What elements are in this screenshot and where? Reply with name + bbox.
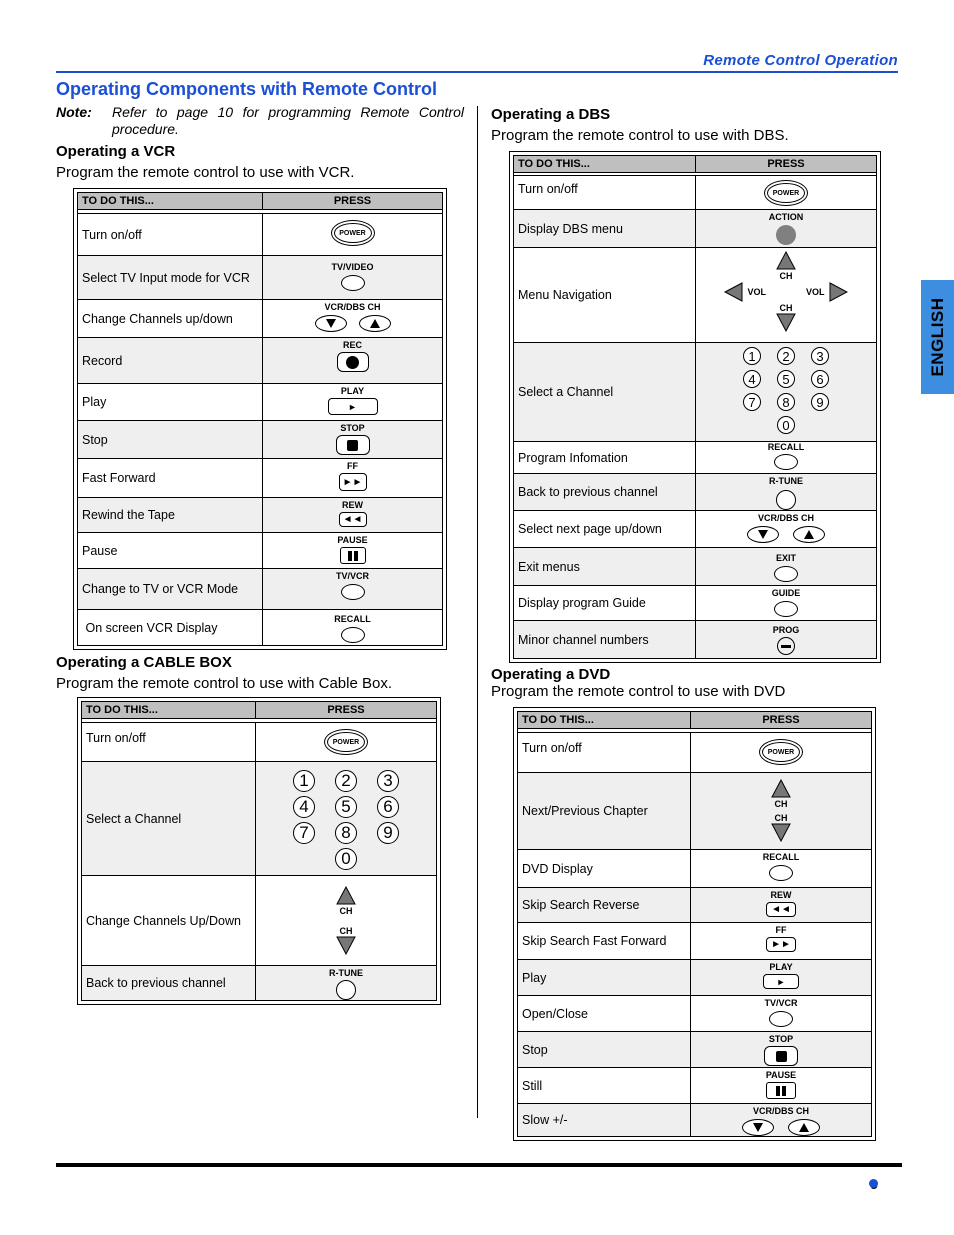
digit-5-button: 5: [335, 796, 357, 818]
button-label: TV/VIDEO: [331, 262, 374, 272]
tv-vcr-button: [341, 584, 365, 600]
footer-rule: [56, 1163, 902, 1167]
page-down-button: [747, 526, 779, 543]
vcr-title: Operating a VCR: [56, 143, 176, 160]
table-row-label: Exit menus: [514, 548, 696, 585]
dbs-desc: Program the remote control to use with DBS.: [491, 127, 789, 144]
table-row-label: Stop: [518, 1032, 691, 1067]
button-label: VCR/DBS CH: [324, 302, 381, 312]
button-label: REW: [770, 890, 792, 900]
table-row-label: Menu Navigation: [514, 248, 696, 342]
number-pad: [743, 347, 829, 434]
table-row-label: Program Infomation: [514, 442, 696, 473]
language-tab-label: ENGLISH: [927, 297, 947, 377]
col-header-todo: TO DO THIS...: [514, 156, 696, 172]
power-button: POWER: [324, 729, 368, 755]
table-row-label: Play: [518, 960, 691, 995]
button-label: STOP: [768, 1034, 794, 1044]
digit-3-button: 3: [811, 347, 829, 365]
table-row-label: DVD Display: [518, 850, 691, 887]
slow-plus-button: [788, 1119, 820, 1136]
language-tab: [921, 280, 954, 394]
button-label: R-TUNE: [329, 968, 363, 978]
table-row-label: Back to previous channel: [514, 474, 696, 510]
channel-down-button: [315, 315, 347, 332]
table-row-label: Select a Channel: [82, 762, 256, 876]
r-tune-button: [336, 980, 356, 1000]
button-label: CH: [779, 303, 793, 313]
dbs-title: Operating a DBS: [491, 106, 611, 123]
nav-right-arrow-icon: [829, 282, 848, 302]
rewind-button: ◄◄: [766, 902, 796, 917]
table-row-label: Display program Guide: [514, 586, 696, 620]
table-row-label: Record: [78, 338, 263, 383]
digit-0-button: 0: [335, 848, 357, 870]
digit-8-button: 8: [777, 393, 795, 411]
table-row-label: Turn on/off: [82, 723, 256, 761]
digit-7-button: 7: [743, 393, 761, 411]
power-button: POWER: [331, 220, 375, 246]
play-button: ►: [763, 974, 799, 989]
button-label: RECALL: [334, 614, 371, 624]
col-header-todo: TO DO THIS...: [82, 702, 256, 718]
bullet-icon: [869, 1179, 878, 1188]
vcr-desc: Program the remote control to use with VCR.: [56, 164, 355, 181]
power-button: POWER: [764, 180, 808, 206]
table-row-label: Stop: [78, 421, 263, 458]
exit-button: [774, 566, 798, 582]
r-tune-button: [776, 490, 796, 510]
cable-title: Operating a CABLE BOX: [56, 654, 232, 671]
table-row-label: Still: [518, 1068, 691, 1103]
button-label: CH: [779, 271, 793, 281]
table-row-label: Back to previous channel: [82, 966, 256, 1000]
table-row-label: Select TV Input mode for VCR: [78, 256, 263, 299]
button-label: CH: [774, 813, 788, 823]
note-label: Note:: [56, 104, 92, 120]
fast-forward-button: ►►: [339, 473, 367, 491]
button-label: ACTION: [768, 212, 804, 222]
button-label: PAUSE: [765, 1070, 797, 1080]
digit-2-button: 2: [335, 770, 357, 792]
pause-button: [340, 547, 366, 564]
col-header-press: PRESS: [762, 714, 800, 726]
table-row-label: Play: [78, 384, 263, 420]
table-row-label: Pause: [78, 533, 263, 568]
digit-7-button: 7: [293, 822, 315, 844]
page-title: Operating Components with Remote Control: [56, 79, 437, 99]
button-label: VCR/DBS CH: [757, 513, 814, 523]
table-row-label: Display DBS menu: [514, 210, 696, 247]
channel-up-button: [359, 315, 391, 332]
vcr-table: [73, 188, 447, 650]
pause-button: [766, 1082, 796, 1099]
record-button: [337, 352, 369, 372]
table-row-label: Turn on/off: [514, 176, 696, 209]
dvd-table: [513, 707, 876, 1141]
digit-1-button: 1: [293, 770, 315, 792]
header-rule: [56, 71, 898, 73]
col-header-todo: TO DO THIS...: [78, 193, 263, 209]
button-label: PROG: [772, 625, 800, 635]
button-label: FF: [775, 925, 787, 935]
table-row-label: Turn on/off: [518, 733, 691, 772]
dvd-title: Operating a DVD: [491, 666, 611, 683]
digit-5-button: 5: [777, 370, 795, 388]
table-row-label: On screen VCR Display: [78, 610, 263, 645]
next-chapter-arrow-icon: [771, 779, 791, 798]
digit-4-button: 4: [743, 370, 761, 388]
note-text: Refer to page 10 for programming Remote Control procedure.: [112, 104, 464, 137]
button-label: PLAY: [340, 386, 365, 396]
number-pad: [293, 770, 399, 870]
slow-minus-button: [742, 1119, 774, 1136]
dbs-table: [509, 151, 881, 663]
digit-3-button: 3: [377, 770, 399, 792]
table-row-label: Change Channels Up/Down: [82, 876, 256, 965]
power-button: POWER: [759, 739, 803, 765]
table-row-label: Fast Forward: [78, 459, 263, 497]
digit-4-button: 4: [293, 796, 315, 818]
digit-2-button: 2: [777, 347, 795, 365]
button-label: CH: [774, 799, 788, 809]
col-header-press: PRESS: [327, 704, 365, 716]
table-row-label: Turn on/off: [78, 214, 263, 255]
button-label: TV/VCR: [764, 998, 798, 1008]
rewind-button: ◄◄: [339, 512, 367, 527]
table-row-label: Rewind the Tape: [78, 498, 263, 532]
table-row-label: Skip Search Reverse: [518, 888, 691, 922]
page-up-button: [793, 526, 825, 543]
recall-button: [341, 627, 365, 643]
table-row-label: Select a Channel: [514, 343, 696, 441]
dvd-desc: Program the remote control to use with DVD: [491, 683, 786, 700]
col-header-press: PRESS: [767, 158, 805, 170]
nav-down-arrow-icon: [776, 313, 796, 332]
button-label: CH: [339, 926, 353, 937]
digit-8-button: 8: [335, 822, 357, 844]
table-row-label: Minor channel numbers: [514, 621, 696, 658]
section-header: Remote Control Operation: [703, 52, 898, 69]
channel-up-arrow-icon: [336, 886, 356, 905]
button-label: RECALL: [767, 442, 805, 452]
button-label: REC: [342, 340, 362, 350]
button-label: RECALL: [762, 852, 800, 862]
button-label: VCR/DBS CH: [752, 1106, 809, 1116]
button-label: FF: [347, 461, 358, 471]
column-divider: [477, 106, 478, 1118]
button-label: CH: [339, 906, 353, 917]
cable-table: [77, 697, 441, 1005]
button-label: VOL: [747, 287, 766, 297]
digit-6-button: 6: [377, 796, 399, 818]
table-row-label: Next/Previous Chapter: [518, 773, 691, 849]
channel-down-arrow-icon: [336, 936, 356, 955]
guide-button: [774, 601, 798, 617]
digit-0-button: 0: [777, 416, 795, 434]
cable-desc: Program the remote control to use with Cable Box.: [56, 675, 392, 692]
button-label: PAUSE: [337, 535, 368, 545]
col-header-press: PRESS: [333, 195, 372, 207]
button-label: TV/VCR: [335, 571, 369, 581]
recall-button: [769, 865, 793, 881]
digit-1-button: 1: [743, 347, 761, 365]
col-header-todo: TO DO THIS...: [518, 712, 691, 728]
button-label: R-TUNE: [769, 476, 803, 486]
nav-left-arrow-icon: [724, 282, 743, 302]
table-row-label: Open/Close: [518, 996, 691, 1031]
tv-video-button: [341, 275, 365, 291]
table-row-label: Change Channels up/down: [78, 300, 263, 337]
play-button: ►: [328, 398, 378, 415]
table-row-label: Skip Search Fast Forward: [518, 923, 691, 959]
fast-forward-button: ►►: [766, 937, 796, 952]
tv-vcr-button: [769, 1011, 793, 1027]
digit-9-button: 9: [811, 393, 829, 411]
button-label: EXIT: [775, 553, 796, 563]
stop-button: [764, 1046, 798, 1066]
button-label: GUIDE: [771, 588, 801, 598]
button-label: STOP: [340, 423, 365, 433]
prog-button: [777, 637, 795, 655]
table-row-label: Select next page up/down: [514, 511, 696, 547]
recall-button: [774, 454, 798, 470]
nav-up-arrow-icon: [776, 251, 796, 270]
digit-9-button: 9: [377, 822, 399, 844]
button-label: PLAY: [769, 962, 793, 972]
button-label: VOL: [806, 287, 825, 297]
button-label: REW: [342, 500, 363, 510]
note: [56, 104, 464, 138]
digit-6-button: 6: [811, 370, 829, 388]
stop-button: [336, 435, 370, 455]
action-button: [776, 225, 796, 245]
previous-chapter-arrow-icon: [771, 823, 791, 842]
table-row-label: Slow +/-: [518, 1104, 691, 1136]
table-row-label: Change to TV or VCR Mode: [78, 569, 263, 609]
